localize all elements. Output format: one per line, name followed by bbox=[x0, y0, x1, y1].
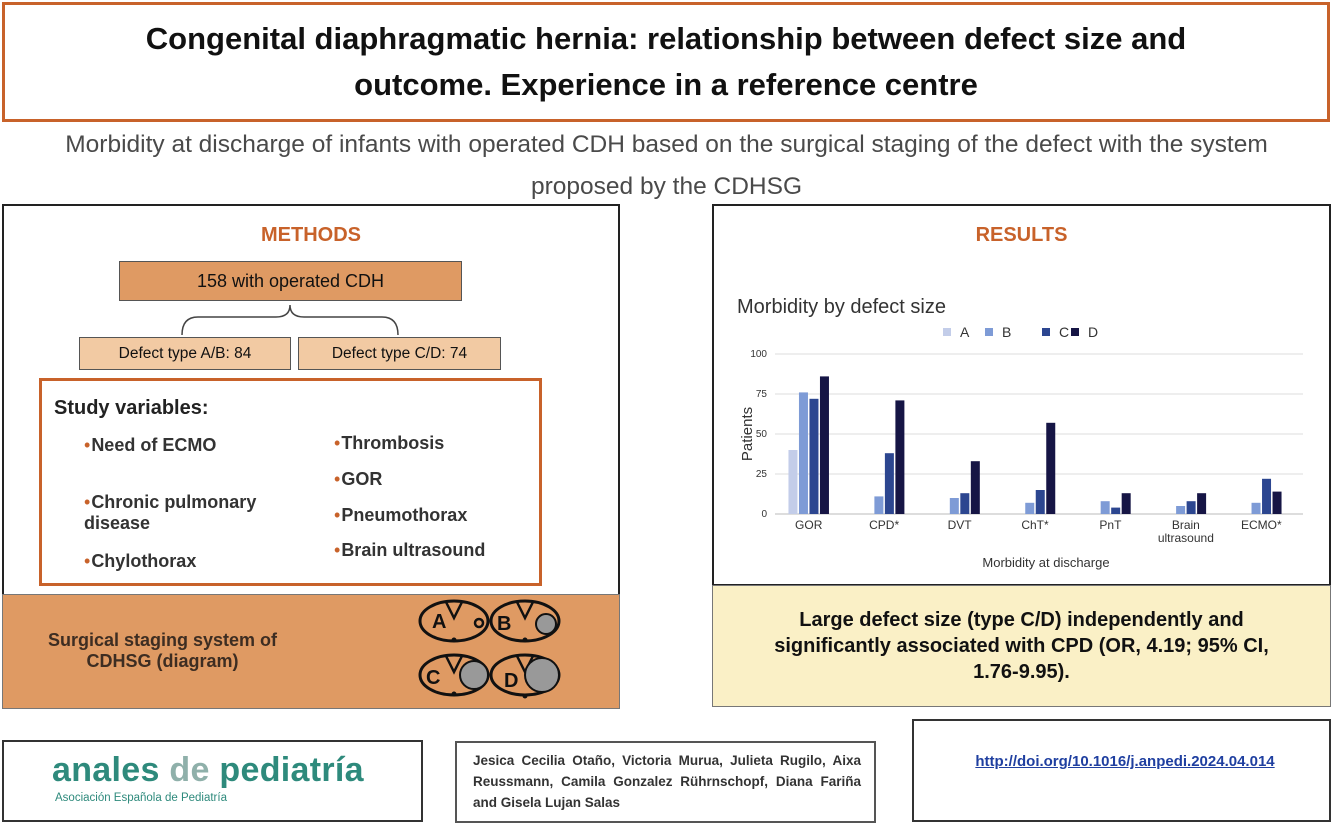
bar-d bbox=[895, 400, 904, 514]
x-tick-label: ultrasound bbox=[1157, 531, 1214, 545]
legend-label: C bbox=[1059, 324, 1070, 340]
variable-item: •Need of ECMO bbox=[84, 435, 217, 455]
stage-a-label: A bbox=[432, 611, 447, 633]
legend-label: B bbox=[1002, 324, 1012, 340]
bar-c bbox=[809, 399, 818, 514]
page-title: Congenital diaphragmatic hernia: relationship between defect size and outcome. Experience in a reference centre bbox=[145, 21, 1187, 102]
bar-c bbox=[885, 453, 894, 514]
study-variables-title: Study variables: bbox=[54, 397, 209, 419]
variable-item: •Brain ultrasound bbox=[334, 540, 486, 560]
bar-d bbox=[1122, 493, 1131, 514]
x-tick-label: PnT bbox=[1099, 518, 1122, 532]
variable-item: •Pneumothorax bbox=[334, 505, 468, 525]
x-tick-label: ChT* bbox=[1021, 518, 1049, 532]
x-axis-label: Morbidity at discharge bbox=[982, 555, 1110, 570]
bar-b bbox=[1176, 506, 1185, 514]
bar-c bbox=[1187, 501, 1196, 514]
defect-cd-box: Defect type C/D: 74 bbox=[298, 337, 501, 370]
variable-item: •GOR bbox=[334, 469, 383, 489]
results-heading: RESULTS bbox=[975, 224, 1068, 246]
doi-box bbox=[912, 719, 1331, 822]
stage-c-label: C bbox=[426, 667, 441, 689]
doi-link[interactable]: http://doi.org/10.1016/j.anpedi.2024.04.014 bbox=[975, 753, 1275, 770]
legend-swatch bbox=[1042, 328, 1050, 336]
y-tick-label: 25 bbox=[755, 469, 767, 480]
bar-b bbox=[874, 496, 883, 514]
y-tick-label: 0 bbox=[761, 509, 767, 520]
bar-b bbox=[1101, 501, 1110, 514]
legend-label: A bbox=[960, 324, 970, 340]
staging-diagram bbox=[410, 596, 570, 702]
x-tick-label: Brain bbox=[1171, 518, 1200, 532]
bar-b bbox=[950, 498, 959, 514]
bar-d bbox=[820, 376, 829, 514]
conclusion-box bbox=[712, 585, 1331, 707]
y-tick-label: 100 bbox=[750, 349, 767, 360]
journal-logo-subtitle: Asociación Española de Pediatría bbox=[55, 792, 227, 804]
variable-item: •Thrombosis bbox=[334, 433, 445, 453]
bar-b bbox=[1025, 503, 1034, 514]
x-tick-label: DVT bbox=[947, 518, 972, 532]
morbidity-chart bbox=[725, 320, 1320, 575]
bar-a bbox=[788, 450, 797, 514]
title-banner bbox=[2, 2, 1330, 122]
x-tick-label: GOR bbox=[795, 518, 823, 532]
subtitle: Morbidity at discharge of infants with operated CDH based on the surgical staging of the defect with the system proposed by the CDHSG bbox=[65, 131, 1268, 200]
bar-c bbox=[1262, 479, 1271, 514]
conclusion-text: Large defect size (type C/D) independently and significantly associated with CPD (OR, 4.19; 95% CI, 1.76-9.95). bbox=[774, 609, 1269, 683]
bar-b bbox=[799, 392, 808, 514]
bar-c bbox=[960, 493, 969, 514]
bar-b bbox=[1252, 503, 1261, 514]
legend-swatch bbox=[1071, 328, 1079, 336]
bar-d bbox=[1273, 492, 1282, 514]
stage-b-label: B bbox=[497, 613, 512, 635]
legend-swatch bbox=[985, 328, 993, 336]
variable-item: •Chronic pulmonary disease bbox=[84, 492, 257, 533]
stage-d-diagram bbox=[491, 655, 559, 699]
bar-c bbox=[1111, 508, 1120, 514]
defect-ab-box: Defect type A/B: 84 bbox=[79, 337, 291, 370]
journal-logo: anales de pediatría bbox=[52, 751, 364, 789]
bar-c bbox=[1036, 490, 1045, 514]
methods-heading: METHODS bbox=[261, 224, 361, 246]
stage-c-diagram bbox=[420, 655, 488, 697]
legend-swatch bbox=[943, 328, 951, 336]
chart-title: Morbidity by defect size bbox=[737, 296, 946, 318]
bar-d bbox=[1046, 423, 1055, 514]
split-brace bbox=[180, 303, 400, 337]
staging-caption: Surgical staging system of CDHSG (diagram) bbox=[47, 630, 278, 671]
y-axis-label: Patients bbox=[739, 406, 756, 462]
stage-b-diagram bbox=[491, 601, 559, 643]
y-tick-label: 50 bbox=[755, 429, 767, 440]
legend-label: D bbox=[1088, 324, 1099, 340]
stage-a-diagram bbox=[420, 601, 488, 643]
bar-d bbox=[971, 461, 980, 514]
y-tick-label: 75 bbox=[755, 389, 767, 400]
x-tick-label: ECMO* bbox=[1240, 518, 1282, 532]
stage-d-label: D bbox=[504, 670, 519, 692]
bar-d bbox=[1197, 493, 1206, 514]
operated-count-box: 158 with operated CDH bbox=[119, 261, 462, 301]
x-tick-label: CPD* bbox=[869, 518, 900, 532]
authors-list: Jesica Cecilia Otaño, Victoria Murua, Julieta Rugilo, Aixa Reussmann, Camila Gonzalez Rührnschopf, Diana Fariña and Gisela Lujan Salas bbox=[473, 753, 861, 810]
variable-item: •Chylothorax bbox=[84, 551, 197, 571]
